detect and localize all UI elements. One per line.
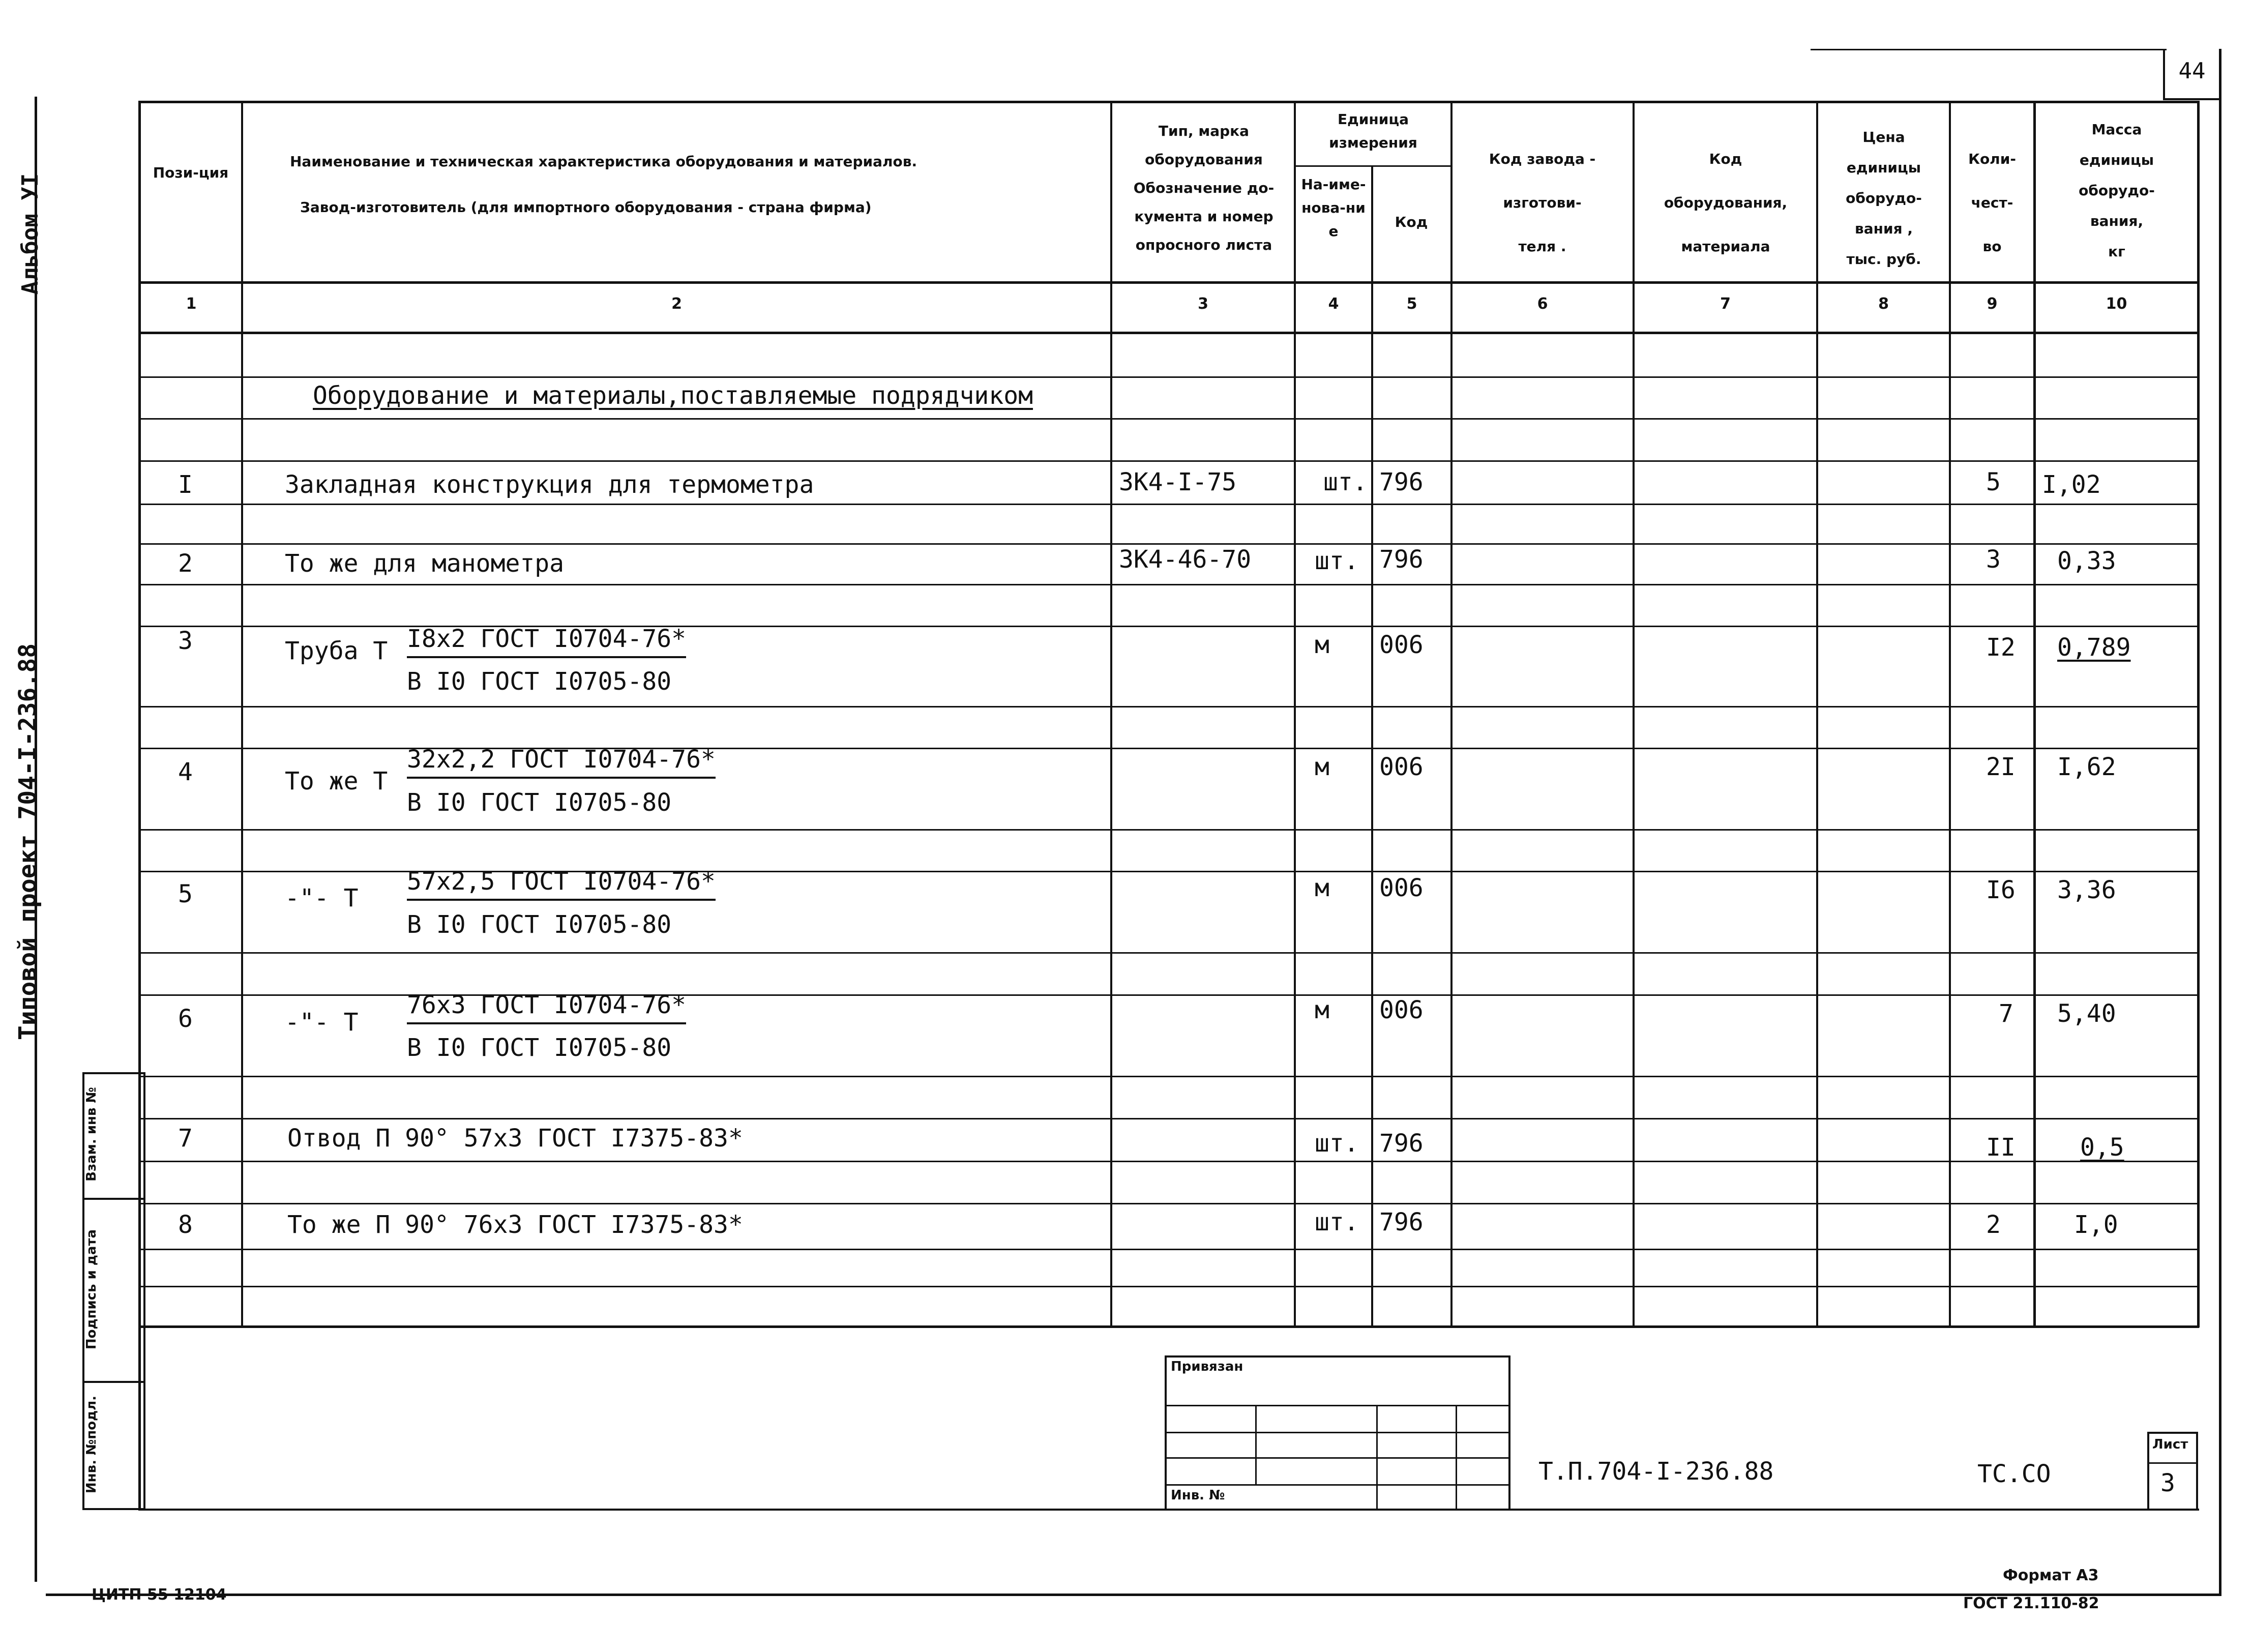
stamp-inv-podl: Инв. №подл. [84, 1395, 99, 1494]
row-line [138, 584, 2035, 585]
tb-sheet-box-mid [2147, 1462, 2198, 1464]
row6-mass-v: 5,40 [2057, 999, 2116, 1028]
hdr-type-l4: кумента и номер [1134, 208, 1273, 225]
row6-prefix: -"- Т [285, 1008, 359, 1037]
row8-pos: 8 [178, 1211, 193, 1239]
row8-code: 796 [1379, 1208, 1424, 1236]
row7-pos: 7 [178, 1124, 193, 1153]
row5-prefix: -"- Т [285, 884, 359, 912]
row6-qty: 7 [1999, 999, 2013, 1028]
table-left [138, 101, 141, 1510]
row-line [138, 543, 2035, 545]
hdr-type-l2: оборудования [1145, 151, 1263, 168]
colnum-5: 5 [1406, 295, 1417, 313]
hdr-price-l3: оборудо- [1846, 190, 1922, 206]
row7-code: 796 [1379, 1129, 1424, 1158]
colnum-2: 2 [671, 295, 682, 313]
row-line [138, 504, 2035, 505]
row1-qty: 5 [1986, 468, 2001, 496]
row7-qty: II [1986, 1133, 2016, 1162]
hdr-mass-l2: единицы [2079, 152, 2154, 168]
col-line-1 [241, 101, 243, 1326]
row7-name: Отвод П 90° 57x3 ГОСТ I7375-83* [287, 1124, 743, 1153]
row-line [138, 1076, 2035, 1077]
hdr-price-l4: вания , [1855, 220, 1913, 237]
row-line-ext [2033, 504, 2199, 505]
stamp-inv-zam: Взам. инв № [84, 1087, 99, 1182]
corner-box-bottom [2163, 98, 2220, 100]
colnum-4: 4 [1328, 295, 1339, 313]
hdr-name-line1: Наименование и техническая характеристика оборудования и материалов. [290, 153, 917, 170]
row5-code: 006 [1379, 874, 1424, 902]
row3-frac-top: I8x2 ГОСТ I0704-76* [407, 625, 686, 658]
tb-mark: ТС.СО [1977, 1460, 2051, 1488]
row1-name: Закладная конструкция для термометра [285, 470, 814, 499]
row-line-ext [2033, 952, 2199, 954]
row8-qty: 2 [1986, 1211, 2001, 1239]
hdr-price-l5: тыс. руб. [1846, 251, 1921, 268]
row6-pos: 6 [178, 1005, 193, 1033]
frame-top-dash [1811, 49, 2167, 50]
stamp-sign-date: Подпись и дата [84, 1229, 99, 1350]
hdr-type-l5: опросного листа [1135, 237, 1272, 253]
tb-col-c [1456, 1405, 1457, 1510]
row-line [138, 460, 2035, 462]
footer-format: Формат А3 [2003, 1567, 2099, 1584]
row8-mass-v: I,0 [2074, 1211, 2118, 1239]
col-line-5 [1450, 101, 1453, 1326]
tb-row-c [1165, 1457, 1510, 1459]
row4-prefix: То же Т [285, 767, 388, 795]
row-line-ext [2033, 460, 2199, 462]
row1-unit: шт. [1323, 468, 1368, 496]
colnum-bottom-ext [2033, 332, 2199, 334]
colnum-1: 1 [186, 295, 197, 313]
table-right [2033, 101, 2036, 1326]
row-line [138, 706, 2035, 707]
row-line [138, 376, 2035, 378]
sheet-corner-number: 44 [2178, 58, 2206, 84]
hdr-unit-code: Код [1395, 214, 1428, 230]
row7-mass-v: 0,5 [2080, 1133, 2124, 1162]
hdr-mass-l4: вания, [2090, 213, 2144, 229]
row5-frac-top: 57x2,5 ГОСТ I0704-76* [407, 867, 716, 901]
row1-code: 796 [1379, 468, 1424, 496]
hdr-factory-l2: изготови- [1503, 194, 1582, 211]
col-line-6 [1633, 101, 1635, 1326]
col-line-2 [1110, 101, 1112, 1326]
stamp-strip-right [143, 1072, 145, 1510]
footer-gost: ГОСТ 21.110-82 [1963, 1595, 2099, 1612]
table-bottom [138, 1325, 2035, 1328]
hdr-bottom-ext [2033, 281, 2199, 284]
row3-unit: м [1315, 631, 1329, 659]
hdr-name-line2: Завод-изготовитель (для импортного оборудования - страна фирма) [300, 199, 872, 216]
colnum-6: 6 [1537, 295, 1548, 313]
colnum-8: 8 [1878, 295, 1889, 313]
col-line-7 [1816, 101, 1818, 1326]
row7-unit: шт. [1315, 1129, 1359, 1158]
table-right-ext-top [2033, 101, 2199, 103]
hdr-qty-l1: Коли- [1968, 151, 2016, 167]
tb-privyazan-top [1165, 1355, 1510, 1358]
hdr-mass-block [2037, 114, 2196, 267]
row-line-ext [2033, 626, 2199, 627]
hdr-type [1115, 117, 1293, 259]
tb-privyazan: Привязан [1171, 1359, 1243, 1374]
row-line [138, 952, 2035, 954]
row-line [138, 1203, 2035, 1204]
hdr-mass-l1: Масса [2091, 121, 2142, 138]
row-line-ext [2033, 871, 2199, 872]
stamp-sep-1 [82, 1198, 145, 1200]
colnum-10-visible: 10 [2106, 295, 2127, 313]
hdr-bottom [138, 281, 2035, 284]
row2-code: 796 [1379, 545, 1424, 574]
tb-doc-code: Т.П.704-I-236.88 [1538, 1457, 1774, 1486]
row-line [138, 1249, 2035, 1250]
row-line [138, 1118, 2035, 1119]
row-line-ext [2033, 1203, 2199, 1204]
hdr-unit-name: На-име-нова-ние [1301, 176, 1366, 240]
tb-row-b [1165, 1432, 1510, 1433]
row2-mass-v: 0,33 [2057, 547, 2116, 575]
row5-frac-bottom: В I0 ГОСТ I0705-80 [407, 910, 672, 939]
row1-type: ЗК4-I-75 [1119, 468, 1237, 496]
row-line [138, 1286, 2035, 1287]
tb-row-d [1165, 1484, 1510, 1486]
frame-bottom [46, 1594, 2221, 1596]
col-line-8 [1949, 101, 1951, 1326]
tb-col-a [1255, 1405, 1257, 1484]
row-line [138, 829, 2035, 831]
hdr-mass-l5: кг [2108, 243, 2125, 260]
row3-code: 006 [1379, 631, 1424, 659]
tb-row-a [1165, 1405, 1510, 1406]
hdr-factory-l3: теля . [1518, 238, 1566, 255]
footer-left: ЦИТП 55 12104 [92, 1586, 227, 1604]
hdr-type-l3: Обозначение до- [1133, 180, 1275, 196]
row1-mass-v: I,02 [2042, 470, 2101, 499]
hdr-price-l1: Цена [1862, 129, 1905, 145]
row-line-ext [2033, 706, 2199, 707]
row-line-ext [2033, 829, 2199, 831]
col-line-3 [1294, 101, 1296, 1326]
row1-pos: I [178, 470, 193, 499]
tb-right-edge [2196, 1432, 2198, 1511]
hdr-code [1637, 137, 1815, 269]
hdr-qty-l3: во [1982, 238, 2002, 255]
section-title: Оборудование и материалы,поставляемые подрядчиком [313, 381, 1033, 410]
colnum-bottom [138, 332, 2035, 334]
corner-box-left [2163, 49, 2165, 100]
hdr-factory [1455, 137, 1630, 269]
row4-frac-bottom: В I0 ГОСТ I0705-80 [407, 788, 672, 817]
row5-pos: 5 [178, 880, 193, 908]
row-line-ext [2033, 376, 2199, 378]
hdr-price-l2: единицы [1846, 159, 1921, 176]
row8-unit: шт. [1315, 1208, 1359, 1236]
col-line-4 [1371, 165, 1373, 1326]
row3-qty: I2 [1986, 633, 2016, 662]
album-label: Альбом УI [17, 173, 43, 295]
hdr-qty-l2: чест- [1971, 194, 2013, 211]
row2-name: То же для манометра [285, 549, 565, 578]
row3-prefix: Труба Т [285, 637, 388, 665]
stamp-strip-bottom [82, 1508, 145, 1510]
row-line-ext [2033, 994, 2199, 996]
row5-qty: I6 [1986, 876, 2016, 904]
hdr-price [1820, 122, 1947, 275]
row6-frac-top: 76x3 ГОСТ I0704-76* [407, 991, 686, 1024]
hdr-mass-l3: оборудо- [2079, 182, 2155, 199]
colnum-3: 3 [1198, 295, 1208, 313]
row5-mass-v: 3,36 [2057, 876, 2116, 904]
row-line-ext [2033, 748, 2199, 749]
row6-frac-bottom: В I0 ГОСТ I0705-80 [407, 1034, 672, 1062]
row-line-ext [2033, 1076, 2199, 1077]
row4-pos: 4 [178, 758, 193, 786]
hdr-code-l3: материала [1681, 238, 1770, 255]
table-bottom-ext [2033, 1325, 2199, 1328]
row8-name: То же П 90° 76x3 ГОСТ I7375-83* [287, 1211, 743, 1239]
row4-mass-v: I,62 [2057, 753, 2116, 781]
colnum-7: 7 [1720, 295, 1731, 313]
project-label: Типовой проект 704-I-236.88 [14, 643, 42, 1041]
tb-base-line [138, 1509, 2199, 1511]
colnum-9: 9 [1987, 295, 1998, 313]
hdr-position: Пози-ция [153, 164, 229, 181]
hdr-type-l1: Тип, марка [1158, 123, 1250, 139]
row2-type: ЗК4-46-70 [1119, 545, 1252, 574]
row-line-ext [2033, 1118, 2199, 1119]
hdr-unit-group: Единица измерения [1329, 111, 1417, 151]
tb-inv-no: Инв. № [1171, 1488, 1225, 1503]
row-line [138, 1161, 2035, 1162]
row2-qty: 3 [1986, 545, 2001, 574]
row4-qty: 2I [1986, 753, 2016, 781]
hdr-unit-split [1294, 165, 1451, 167]
row3-mass-v: 0,789 [2057, 633, 2131, 662]
row6-unit: м [1315, 996, 1329, 1024]
hdr-factory-l1: Код завода - [1489, 151, 1596, 167]
hdr-code-l1: Код [1709, 151, 1742, 167]
hdr-code-l2: оборудования, [1664, 194, 1788, 211]
tb-sheet-box-top [2147, 1432, 2198, 1434]
stamp-sep-2 [82, 1381, 145, 1383]
row4-frac-top: 32x2,2 ГОСТ I0704-76* [407, 745, 716, 779]
tb-sheet-label: Лист [2152, 1437, 2188, 1452]
table-top [138, 101, 2035, 103]
row-line [138, 418, 2035, 420]
tb-sheet-no: 3 [2160, 1469, 2175, 1497]
row6-code: 006 [1379, 996, 1424, 1024]
row2-pos: 2 [178, 549, 193, 578]
row-line-ext [2033, 418, 2199, 420]
row3-pos: 3 [178, 627, 193, 655]
row4-unit: м [1315, 753, 1329, 781]
tb-col-b [1376, 1405, 1378, 1510]
row-line-ext [2033, 1286, 2199, 1287]
table-right-ext [2197, 101, 2200, 1328]
row4-code: 006 [1379, 753, 1424, 781]
row2-unit: шт. [1315, 547, 1359, 575]
row-line-ext [2033, 584, 2199, 585]
row3-frac-bottom: В I0 ГОСТ I0705-80 [407, 667, 672, 696]
row-line-ext [2033, 1249, 2199, 1250]
frame-right [2219, 49, 2221, 1595]
hdr-qty-block [1954, 137, 2030, 269]
tb-sheet-box-left [2147, 1432, 2149, 1511]
row5-unit: м [1315, 874, 1329, 902]
row-line-ext [2033, 543, 2199, 545]
